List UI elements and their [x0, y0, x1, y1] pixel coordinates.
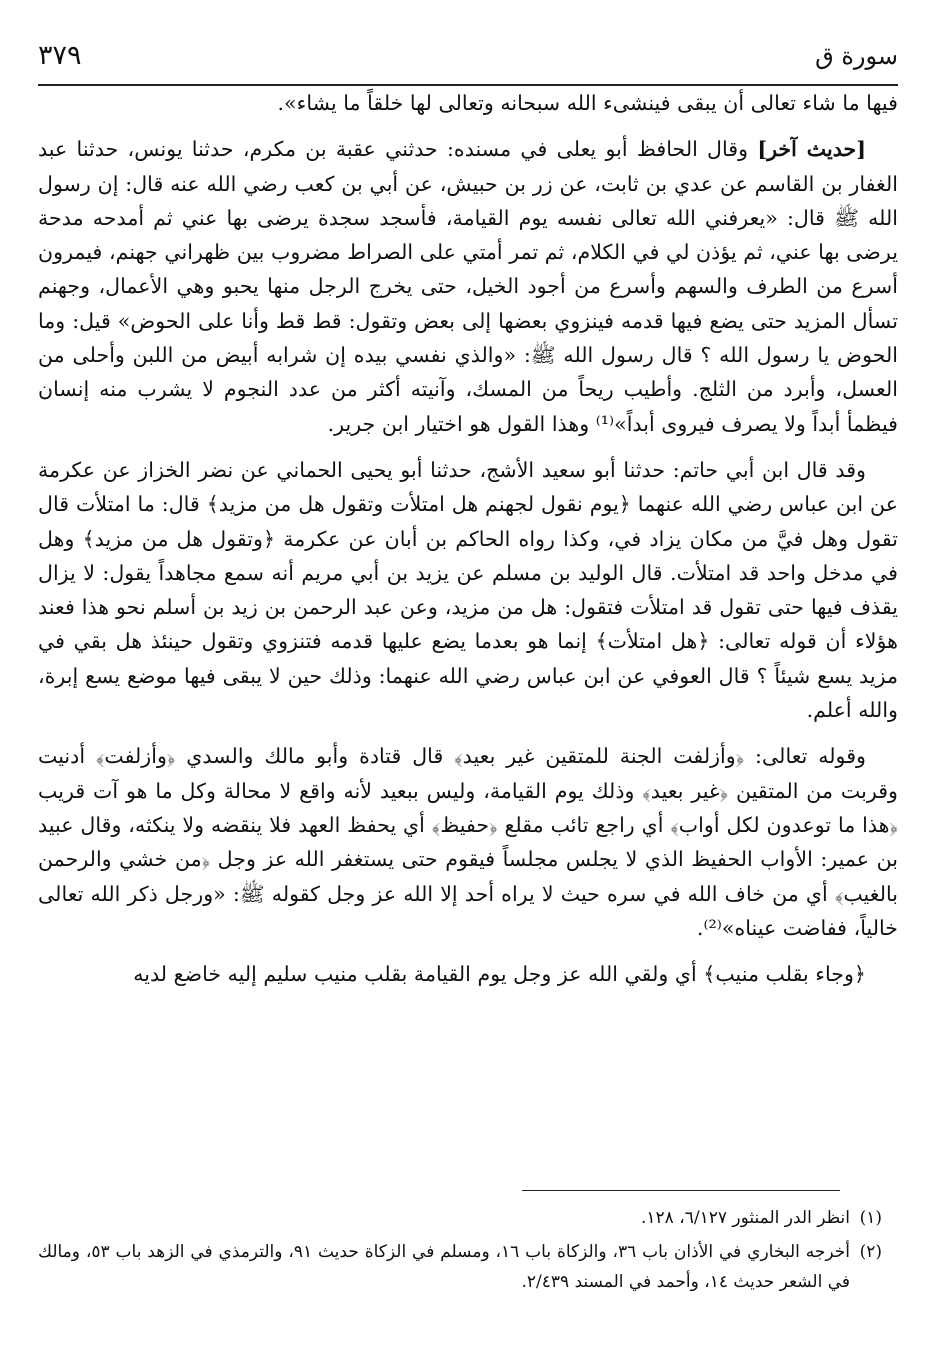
- paragraph-munib: [38, 957, 898, 991]
- paragraph-azlifat: [38, 739, 898, 945]
- footnote-number: (٢): [859, 1242, 882, 1262]
- page-body: [38, 86, 898, 991]
- paragraph-text: وقوله تعالى: ﴿وأزلفت الجنة للمتقين غير بعيد﴾ قال قتادة وأبو مالك والسدي ﴿وأزلفت﴾ أدنيت وقربت من المتقين ﴿غير بعيد﴾ وذلك يوم القيامة، وليس ببعيد لأنه واقع لا محالة وكل ما هو آت قريب ﴿هذا ما توعدون لكل أواب﴾ أي راجع تائب مقلع ﴿حفيظ﴾ أي يحفظ العهد فلا ينقضه ولا ينكثه، وقال عبيد بن عمير: الأواب الحفيظ الذي لا يجلس مجلساً فيقوم حتى يستغفر الله عز وجل ﴿من خشي والرحمن بالغيب﴾ أي من خاف الله في سره حيث لا يراه أحد إلا الله عز وجل كقوله ﷺ: «ورجل ذكر الله تعالى خالياً، ففاضت عيناه»⁽²⁾.: [38, 744, 898, 940]
- footnote: [38, 1237, 898, 1297]
- paragraph-text: وقال الحافظ أبو يعلى في مسنده: حدثني عقبة بن مكرم، حدثنا يونس، حدثنا عبد الغفار بن القاسم عن عدي بن ثابت، عن زر بن حبيش، عن أبي بن كعب رضي الله عنه قال: إن رسول الله ﷺ قال: «يعرفني الله تعالى نفسه يوم القيامة، فأسجد سجدة يرضى بها عني ثم أمدحه مدحة يرضى بها عني، ثم يؤذن لي في الكلام، ثم تمر أمتي على الصراط مضروب بين ظهراني جهنم، فيمرون أسرع من الطرف والسهم وأسرع من أجود الخيل، حتى يخرج الرجل منها يحبو وهي الأعمال، وجهنم تسأل المزيد حتى يضع فيها قدمه فينزوي بعضها إلى بعض وتقول: قط قط وأنا على الحوض» قيل: وما الحوض يا رسول الله ؟ قال رسول الله ﷺ: «والذي نفسي بيده إن شرابه أبيض من اللبن وأحلى من العسل، وأبرد من الثلج. وأطيب ريحاً من المسك، وآنيته أكثر من عدد النجوم لا يشرب منه إنسان فيظمأ أبداً ولا يصرف فيروى أبداً»⁽¹⁾ وهذا القول هو اختيار ابن جرير.: [38, 137, 898, 436]
- footnotes: [38, 1190, 898, 1301]
- footnote: [38, 1203, 898, 1233]
- page-header: [38, 30, 898, 86]
- paragraph-ibn-abi-hatim: [38, 453, 898, 727]
- paragraph-text: وقد قال ابن أبي حاتم: حدثنا أبو سعيد الأشج، حدثنا أبو يحيى الحماني عن نضر الخزاز عن عكرمة عن ابن عباس رضي الله عنهما ﴿يوم نقول لجهنم هل امتلأت وتقول هل من مزيد﴾ قال: ما امتلأت قال تقول وهل فيَّ من مكان يزاد في، وكذا رواه الحاكم بن أبان عن عكرمة ﴿وتقول هل من مزيد﴾ وهل في مدخل واحد قد امتلأت. قال الوليد بن مسلم عن يزيد بن أبي مريم أنه سمع مجاهداً يقول: لا يزال يقذف فيها حتى تقول قد امتلأت فتقول: هل من مزيد، وعن عبد الرحمن بن زيد بن أسلم نحو هذا فعند هؤلاء أن قوله تعالى: ﴿هل امتلأت﴾ إنما هو بعدما يضع عليها قدمه فتنزوي وتقول حينئذ هل بقي في مزيد يسع شيئاً ؟ قال العوفي عن ابن عباس رضي الله عنهما: وذلك حين لا يبقى فيها موضع يسع إبرة، والله أعلم.: [38, 457, 898, 723]
- surah-title: سورة ق: [815, 42, 898, 70]
- paragraph-text: ﴿وجاء بقلب منيب﴾ أي ولقي الله عز وجل يوم القيامة بقلب منيب سليم إليه خاضع لديه: [133, 962, 866, 987]
- footnote-text: انظر الدر المنثور ٦/١٢٧، ١٢٨.: [641, 1208, 850, 1228]
- paragraph-hadith: [38, 132, 898, 441]
- footnote-text: أخرجه البخاري في الأذان باب ٣٦، والزكاة باب ١٦، ومسلم في الزكاة حديث ٩١، والترمذي في الزهد باب ٥٣، ومالك في الشعر حديث ١٤، وأحمد في المسند ٢/٤٣٩.: [38, 1242, 850, 1292]
- footnote-number: (١): [859, 1208, 882, 1228]
- paragraph-text: فيها ما شاء تعالى أن يبقى فينشىء الله سبحانه وتعالى لها خلقاً ما يشاء».: [277, 91, 898, 115]
- footnote-divider: [522, 1190, 840, 1191]
- page-number: ٣٧٩: [38, 40, 82, 71]
- paragraph-continuation: [38, 86, 898, 120]
- paragraph-lead: [حديث آخر]: [757, 137, 866, 162]
